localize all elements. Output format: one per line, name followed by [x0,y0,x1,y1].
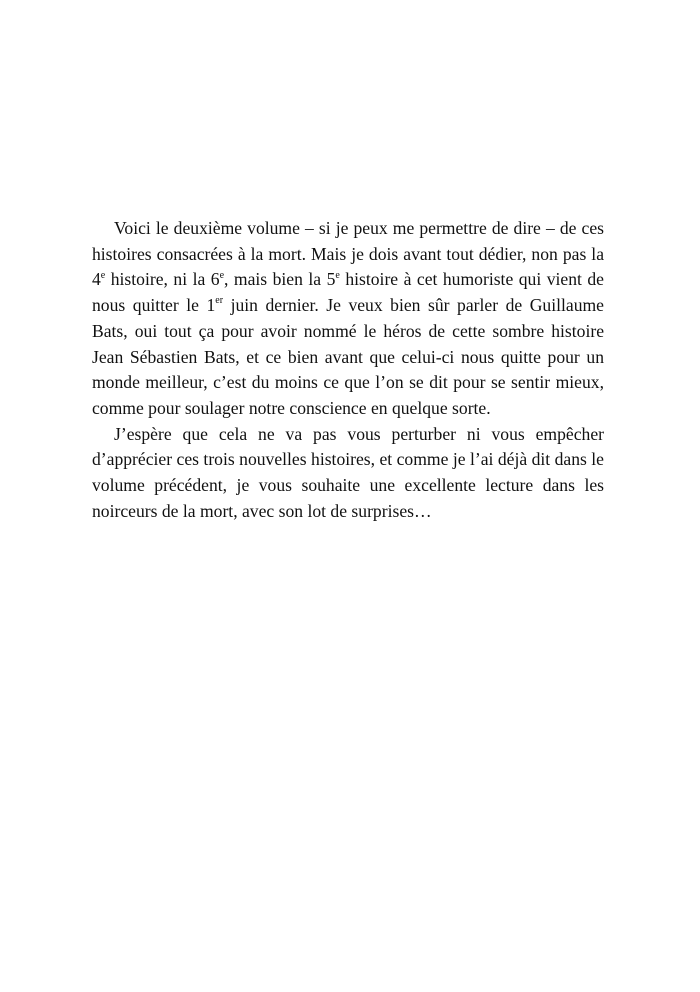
body-text [92,216,604,524]
text-segment: , mais bien la 5 [224,269,336,290]
ordinal-superscript: e [335,269,340,281]
ordinal-superscript: e [219,269,225,281]
text-segment: histoire à cet humoriste qui vient de nous quitter le 1 [92,269,604,316]
text-segment: histoire, ni la 6 [105,269,220,290]
ordinal-superscript: e [100,269,106,281]
paragraph-closing: J’espère que cela ne va pas vous perturber ni vous empêcher d’apprécier ces trois nouvelles histoires, et comme je l’ai déjà dit dans le volume précédent, je vous souhaite une excellente lecture dans les noirceurs de la mort, avec son lot de surprises… [92,423,604,521]
text-segment: juin dernier. Je veux bien sûr parler de Guillaume Bats, oui tout ça pour avoir nommé le héros de cette sombre histoire Jean Sébastien Bats, et ce bien avant que celui-ci nous quitte pour un monde meilleur, c’est du moins ce que l’on se dit pour se sentir mieux, comme pour soulager notre conscience en quelque sorte. [92,295,604,418]
text-segment: Voici le deuxième volume – si je peux me permettre de dire – de ces histoires consacrées à la mort. Mais je dois avant tout dédier, non pas la 4 [92,218,604,290]
paragraph-dedication [92,216,604,422]
ordinal-superscript: er [215,295,224,307]
